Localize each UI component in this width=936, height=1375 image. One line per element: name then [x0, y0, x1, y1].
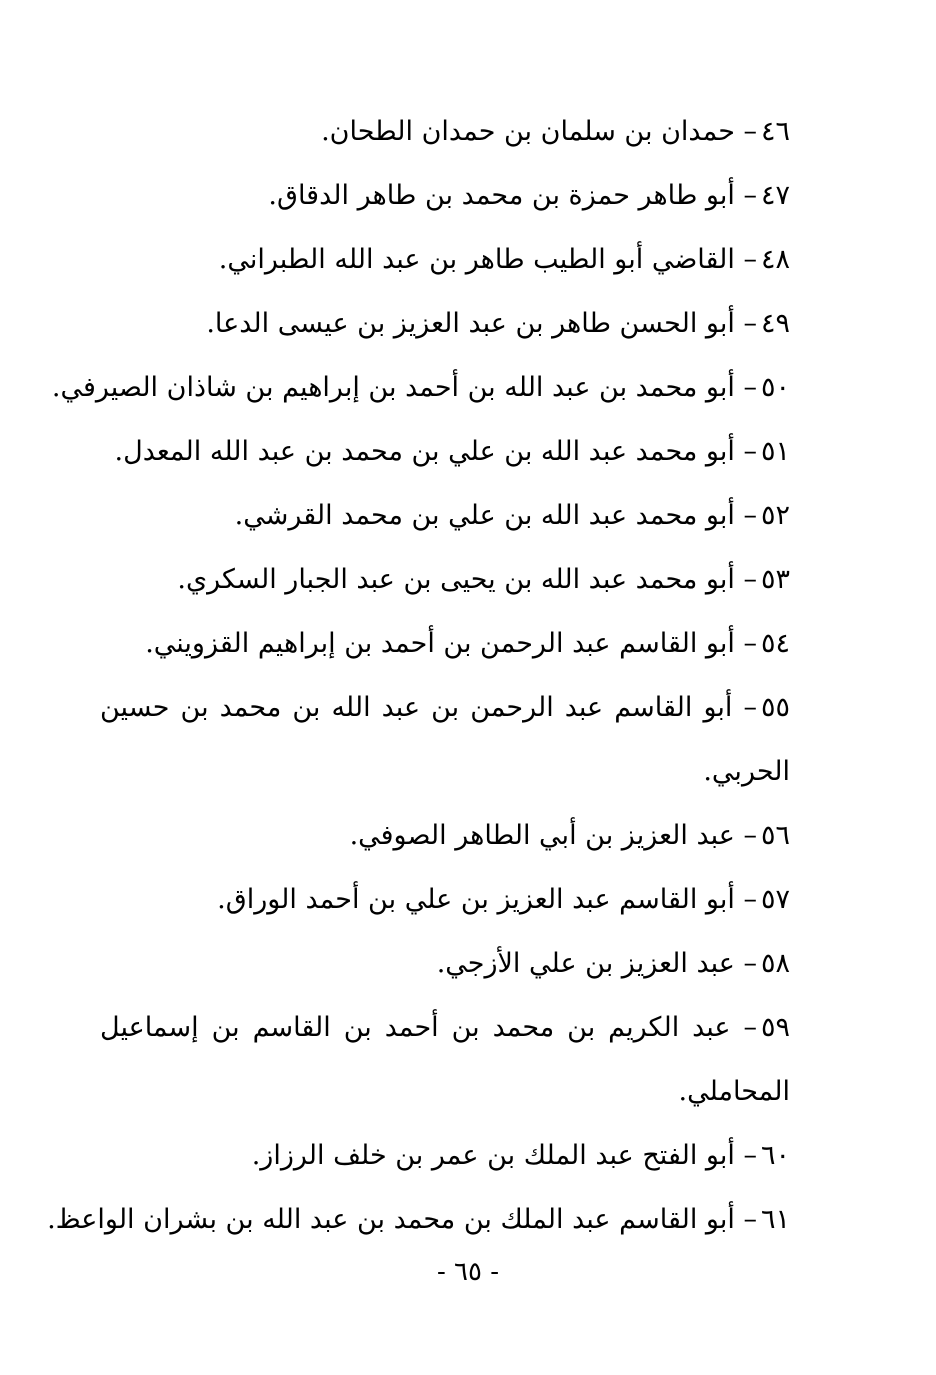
entry-number: ٥٧ — [760, 884, 790, 915]
entry-number: ٥٨ — [760, 948, 790, 979]
entry-number: ٤٦ — [760, 116, 790, 147]
entry-text: أبو القاسم عبد الرحمن بن أحمد بن إبراهيم القزويني. — [145, 628, 735, 659]
list-item: ٦١– أبو القاسم عبد الملك بن محمد بن عبد الله بن بشران الواعظ. — [47, 1204, 790, 1235]
entry-text: أبو محمد عبد الله بن يحيى بن عبد الجبار السكري. — [177, 564, 735, 595]
entry-text: أبو محمد عبد الله بن علي بن محمد القرشي. — [234, 500, 735, 531]
entry-number: ٦١ — [760, 1204, 790, 1235]
entry-text: عبد العزيز بن علي الأزجي. — [436, 948, 735, 979]
entry-text: حمدان بن سلمان بن حمدان الطحان. — [321, 116, 735, 147]
entry-number: ٤٧ — [760, 180, 790, 211]
entry-number: ٤٩ — [760, 308, 790, 339]
list-item: ٥٠– أبو محمد بن عبد الله بن أحمد بن إبراهيم بن شاذان الصيرفي. — [51, 372, 790, 403]
entry-number: ٦٠ — [760, 1140, 790, 1171]
list-item: ٥٨– عبد العزيز بن علي الأزجي. — [436, 948, 790, 979]
entry-text: أبو القاسم عبد العزيز بن علي بن أحمد الوراق. — [217, 884, 735, 915]
entry-number: ٥٦ — [760, 820, 790, 851]
list-item: ٤٨– القاضي أبو الطيب طاهر بن عبد الله الطبراني. — [218, 244, 790, 275]
list-item: ٥٢– أبو محمد عبد الله بن علي بن محمد القرشي. — [234, 500, 790, 531]
entry-text: أبو القاسم عبد الرحمن بن عبد الله بن محمد بن حسين الحربي. — [100, 692, 790, 787]
list-item: ٥٧– أبو القاسم عبد العزيز بن علي بن أحمد الوراق. — [217, 884, 790, 915]
list-item: ٥٩– عبد الكريم بن محمد بن أحمد بن القاسم بن إسماعيل المحاملي. — [100, 1012, 791, 1107]
list-item: ٤٩– أبو الحسن طاهر بن عبد العزيز بن عيسى الدعا. — [206, 308, 790, 339]
entry-text: القاضي أبو الطيب طاهر بن عبد الله الطبراني. — [218, 244, 735, 275]
entry-number: ٥١ — [760, 436, 790, 467]
list-item: ٤٦– حمدان بن سلمان بن حمدان الطحان. — [321, 116, 790, 147]
entry-text: عبد الكريم بن محمد بن أحمد بن القاسم بن إسماعيل المحاملي. — [100, 1012, 790, 1107]
entry-text: أبو محمد عبد الله بن علي بن محمد بن عبد الله المعدل. — [114, 436, 735, 467]
list-item: ٦٠– أبو الفتح عبد الملك بن عمر بن خلف الرزاز. — [251, 1140, 790, 1171]
list-item: ٥٤– أبو القاسم عبد الرحمن بن أحمد بن إبراهيم القزويني. — [145, 628, 790, 659]
list-item: ٤٧– أبو طاهر حمزة بن محمد بن طاهر الدقاق. — [268, 180, 790, 211]
entry-text: أبو الفتح عبد الملك بن عمر بن خلف الرزاز. — [251, 1140, 735, 1171]
entry-number: ٥٥ — [760, 692, 790, 723]
entry-text: عبد العزيز بن أبي الطاهر الصوفي. — [349, 820, 735, 851]
entry-text: أبو القاسم عبد الملك بن محمد بن عبد الله بن بشران الواعظ. — [47, 1204, 735, 1235]
entry-number: ٥٢ — [760, 500, 790, 531]
entry-number: ٥٤ — [760, 628, 790, 659]
entry-text: أبو طاهر حمزة بن محمد بن طاهر الدقاق. — [268, 180, 735, 211]
entry-text: أبو محمد بن عبد الله بن أحمد بن إبراهيم بن شاذان الصيرفي. — [51, 372, 735, 403]
entry-number: ٥٩ — [761, 1012, 791, 1043]
list-item: ٥٣– أبو محمد عبد الله بن يحيى بن عبد الجبار السكري. — [177, 564, 790, 595]
narrator-list — [47, 100, 830, 1252]
entry-text: أبو الحسن طاهر بن عبد العزيز بن عيسى الدعا. — [206, 308, 735, 339]
entry-number: ٥٣ — [760, 564, 790, 595]
entry-number: ٤٨ — [760, 244, 790, 275]
page-number: - ٦٥ - — [436, 1257, 500, 1287]
entry-number: ٥٠ — [760, 372, 790, 403]
list-item: ٥٥– أبو القاسم عبد الرحمن بن عبد الله بن محمد بن حسين الحربي. — [100, 692, 790, 787]
list-item: ٥٦– عبد العزيز بن أبي الطاهر الصوفي. — [349, 820, 790, 851]
list-item: ٥١– أبو محمد عبد الله بن علي بن محمد بن عبد الله المعدل. — [114, 436, 790, 467]
